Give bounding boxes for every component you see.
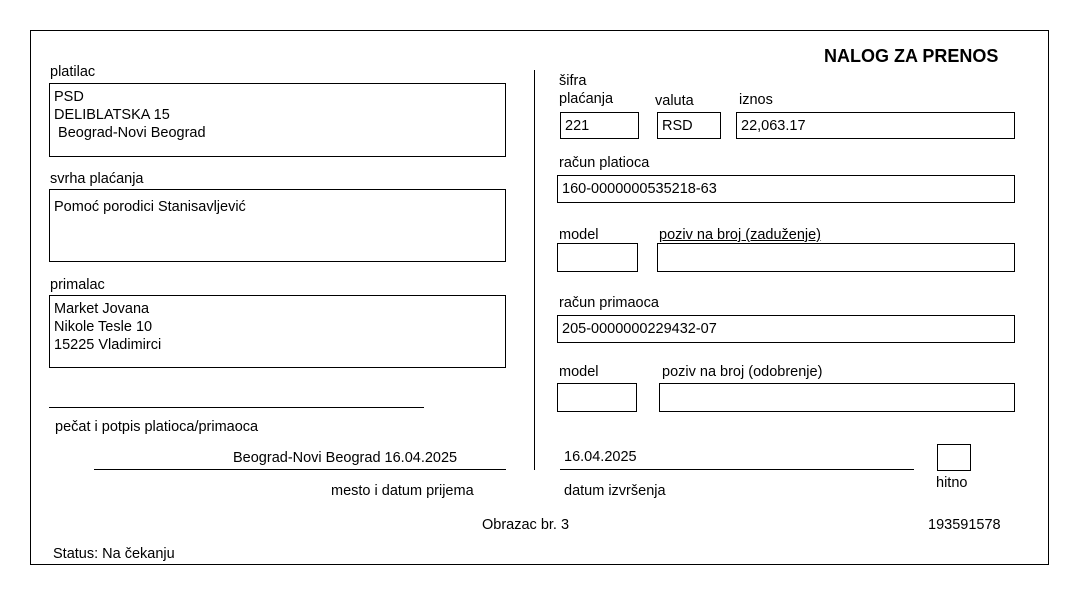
payer-account-field[interactable] — [557, 175, 1015, 203]
purpose-label: svrha plaćanja — [50, 171, 144, 187]
payment-code-label-2: plaćanja — [559, 91, 614, 107]
form-number: Obrazac br. 3 — [482, 517, 570, 533]
debit-reference-field[interactable] — [657, 243, 1015, 272]
debit-reference-label: poziv na broj (zaduženje) — [659, 227, 822, 243]
amount-label: iznos — [739, 92, 773, 108]
debit-model-field[interactable] — [557, 243, 638, 272]
credit-model-field[interactable] — [557, 383, 637, 412]
execution-date-line — [560, 469, 914, 470]
recipient-field[interactable] — [49, 295, 506, 368]
payment-code-field[interactable] — [560, 112, 639, 139]
purpose-field[interactable] — [49, 189, 506, 262]
urgent-label: hitno — [936, 475, 968, 491]
column-divider — [534, 70, 535, 470]
currency-value: RSD — [662, 118, 693, 134]
payer-line-3: Beograd-Novi Beograd — [54, 125, 206, 141]
amount-field[interactable] — [736, 112, 1015, 139]
debit-model-label: model — [559, 227, 599, 243]
signature-line — [49, 407, 424, 408]
recipient-label: primalac — [50, 277, 105, 293]
payer-field[interactable] — [49, 83, 506, 157]
receipt-line — [94, 469, 506, 470]
recipient-line-3: 15225 Vladimirci — [54, 337, 162, 353]
receipt-label: mesto i datum prijema — [331, 483, 474, 499]
currency-field[interactable] — [657, 112, 721, 139]
payer-account-label: račun platioca — [559, 155, 650, 171]
receipt-place-date: Beograd-Novi Beograd 16.04.2025 — [233, 450, 458, 466]
payer-line-2: DELIBLATSKA 15 — [54, 107, 170, 123]
status-text: Status: Na čekanju — [53, 546, 175, 562]
recipient-account-value: 205-0000000229432-07 — [562, 321, 717, 337]
payer-line-1: PSD — [54, 89, 84, 105]
credit-model-label: model — [559, 364, 599, 380]
payer-account-value: 160-0000000535218-63 — [562, 181, 717, 197]
credit-reference-label: poziv na broj (odobrenje) — [662, 364, 823, 380]
purpose-value: Pomoć porodici Stanisavljević — [54, 199, 246, 215]
payer-label: platilac — [50, 64, 96, 80]
execution-date-label: datum izvršenja — [564, 483, 666, 499]
execution-date: 16.04.2025 — [564, 449, 637, 465]
urgent-checkbox[interactable] — [937, 444, 971, 471]
amount-value: 22,063.17 — [741, 118, 806, 134]
recipient-line-1: Market Jovana — [54, 301, 150, 317]
credit-reference-field[interactable] — [659, 383, 1015, 412]
currency-label: valuta — [655, 93, 694, 109]
reference-number: 193591578 — [928, 517, 1001, 533]
payment-code-value: 221 — [565, 118, 590, 134]
recipient-line-2: Nikole Tesle 10 — [54, 319, 153, 335]
recipient-account-label: račun primaoca — [559, 295, 659, 311]
form-title: NALOG ZA PRENOS — [824, 46, 999, 66]
payment-code-label-1: šifra — [559, 73, 587, 89]
stamp-signature-label: pečat i potpis platioca/primaoca — [55, 419, 259, 435]
recipient-account-field[interactable] — [557, 315, 1015, 343]
